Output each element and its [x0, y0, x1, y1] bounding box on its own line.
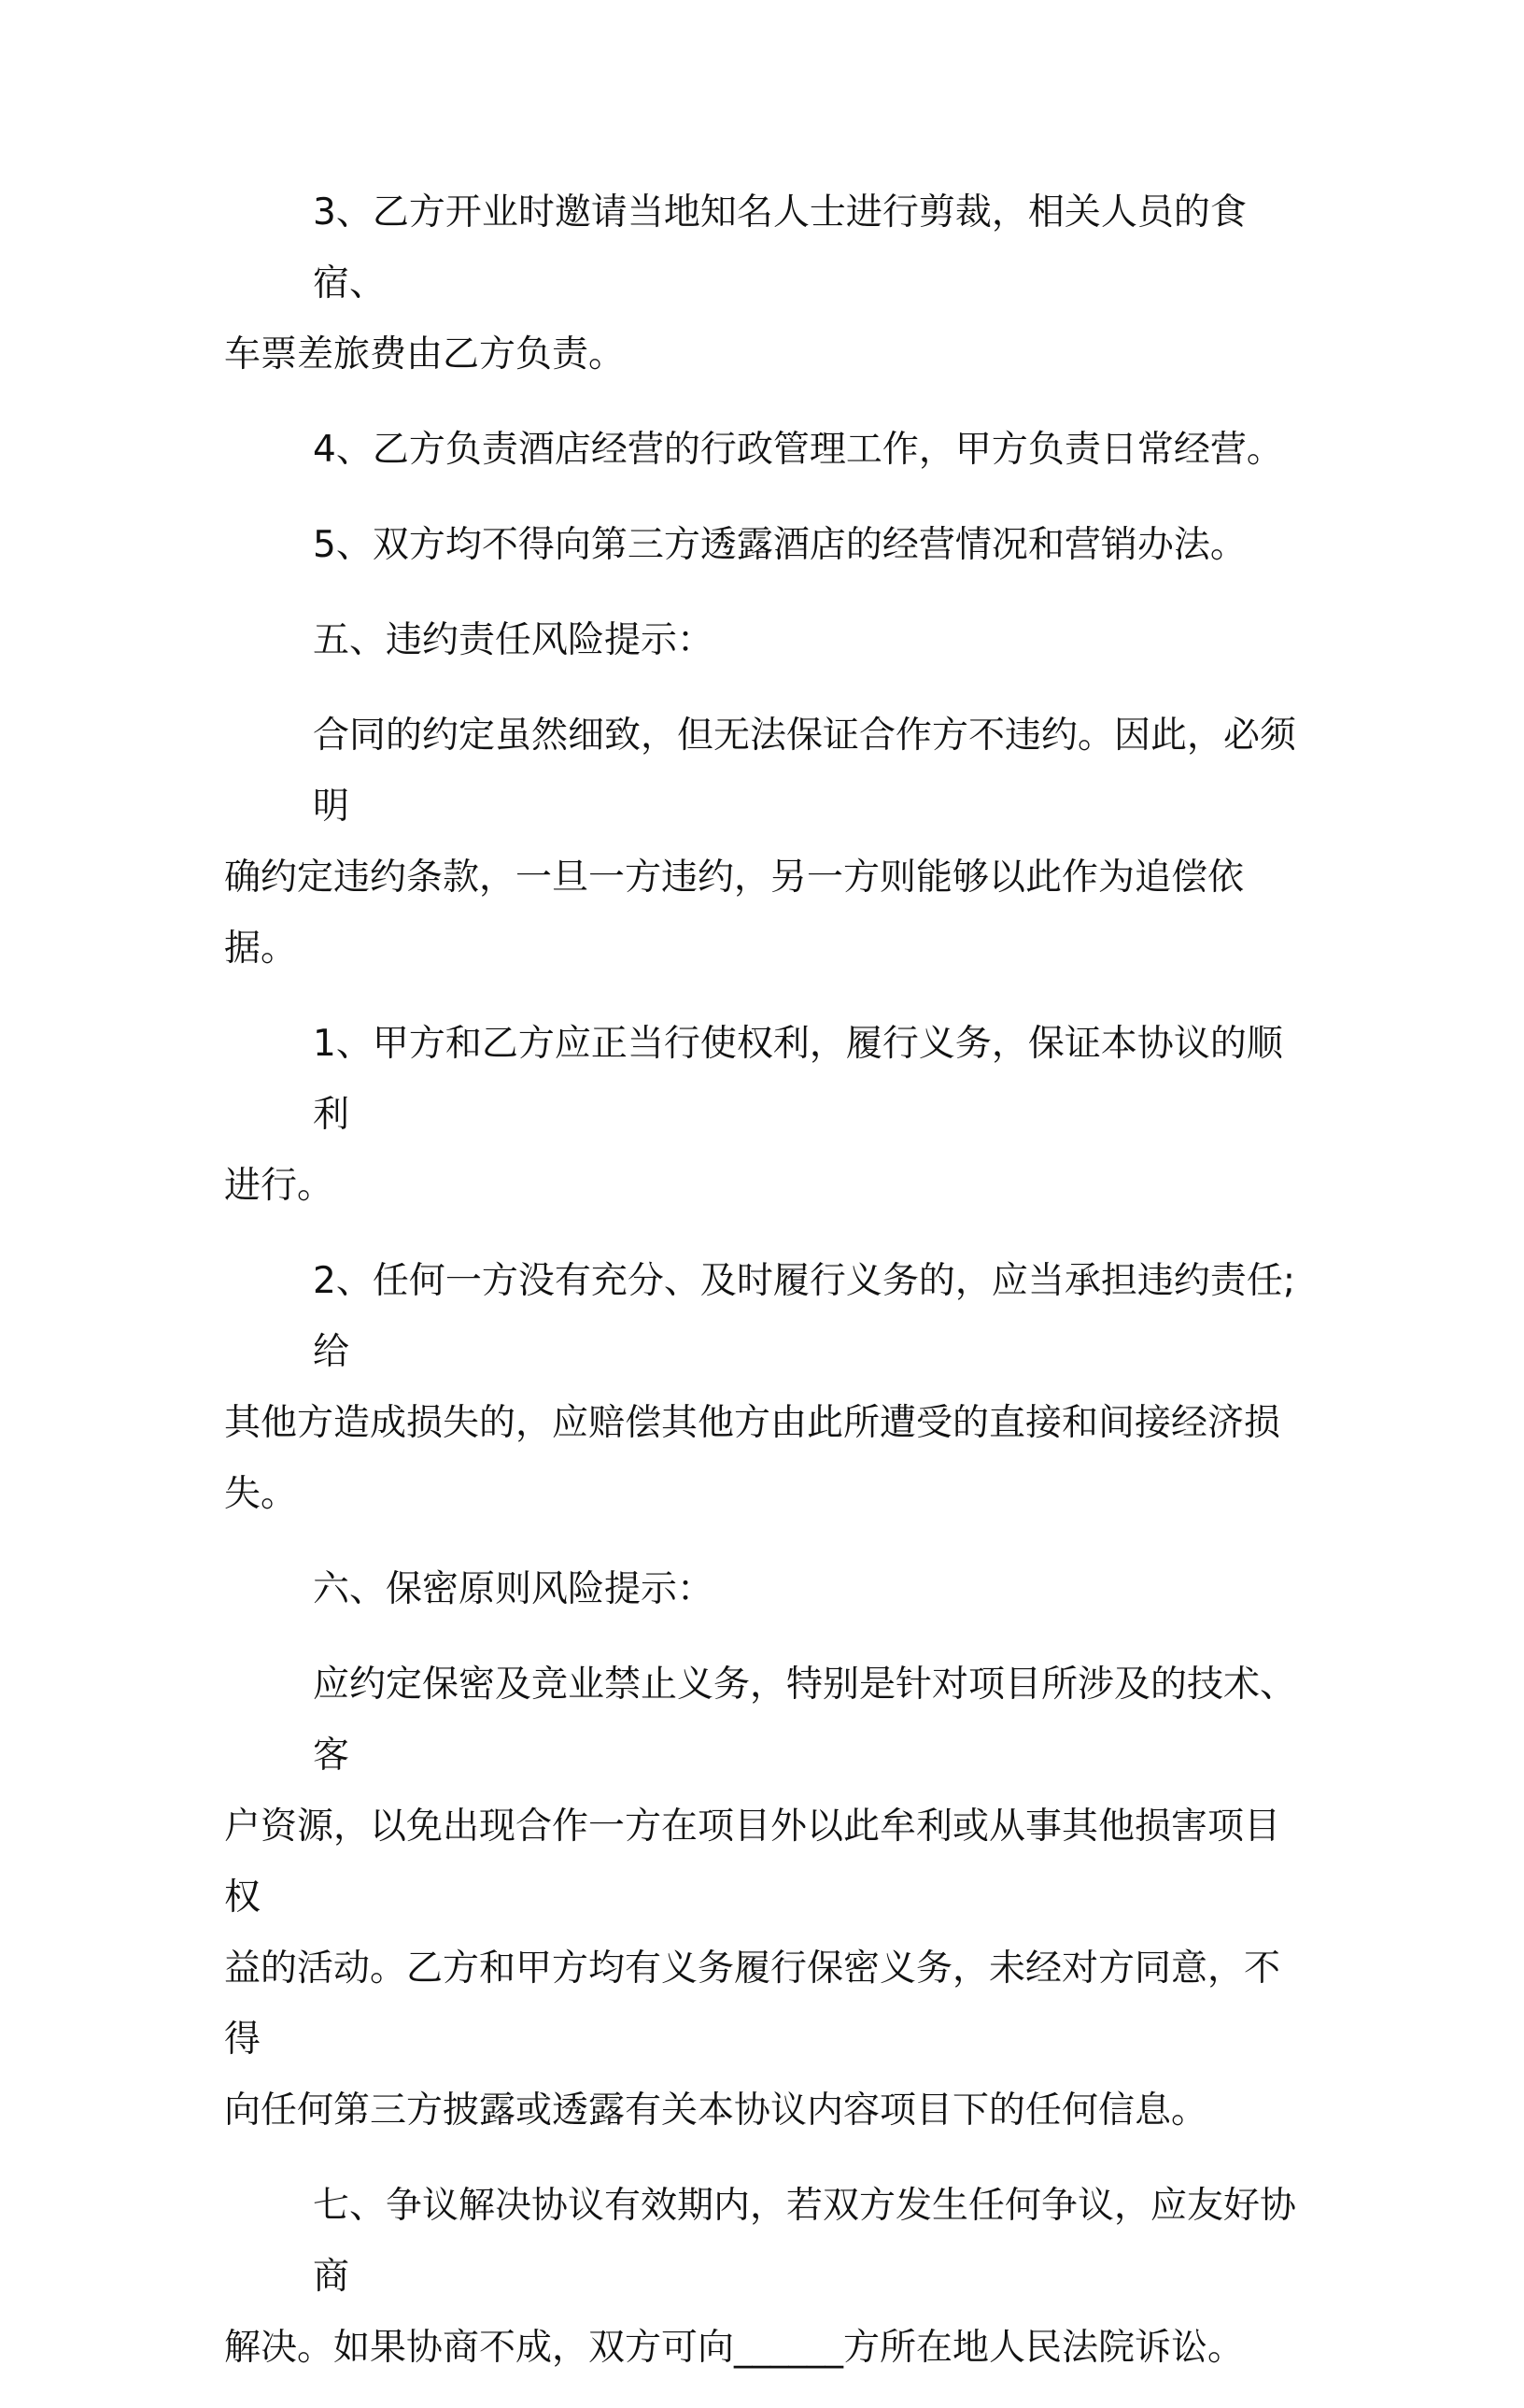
paragraph-line: 5、双方均不得向第三方透露酒店的经营情况和营销办法。	[313, 524, 1247, 566]
paragraph-line: 3、乙方开业时邀请当地知名人士进行剪裁，相关人员的食宿、	[313, 191, 1247, 305]
paragraph-item-5	[224, 510, 1298, 581]
paragraph-line: 2、任何一方没有充分、及时履行义务的，应当承担违约责任;给	[313, 1260, 1295, 1373]
section-heading-5	[224, 605, 1298, 676]
heading-line: 五、违约责任风险提示：	[313, 619, 714, 661]
section-heading-6	[224, 1554, 1298, 1625]
paragraph-line: 进行。	[224, 1165, 334, 1207]
paragraph-line: 户资源，以免出现合作一方在项目外以此牟利或从事其他损害项目权	[224, 1806, 1281, 1919]
paragraph-line: 应约定保密及竞业禁止义务，特别是针对项目所涉及的技术、客	[313, 1664, 1297, 1777]
paragraph-line: 益的活动。乙方和甲方均有义务履行保密义务，未经对方同意，不得	[224, 1948, 1281, 2061]
paragraph-item-3	[224, 177, 1298, 390]
paragraph-line: 确约定违约条款，一旦一方违约，另一方则能够以此作为追偿依据。	[224, 857, 1245, 970]
paragraph-breach-intro	[224, 701, 1298, 984]
paragraph-dispute	[224, 2171, 1298, 2384]
paragraph-line: 其他方造成损失的，应赔偿其他方由此所遭受的直接和间接经济损失。	[224, 1402, 1281, 1515]
paragraph-line: 向任何第三方披露或透露有关本协议内容项目下的任何信息。	[224, 2089, 1208, 2132]
paragraph-breach-1	[224, 1009, 1298, 1222]
paragraph-line: 解决。如果协商不成，双方可向______方所在地人民法院诉讼。	[224, 2327, 1245, 2369]
paragraph-breach-2	[224, 1246, 1298, 1530]
paragraph-line: 4、乙方负责酒店经营的行政管理工作，甲方负责日常经营。	[313, 429, 1283, 471]
paragraph-line: 车票差旅费由乙方负责。	[224, 333, 626, 375]
heading-line: 六、保密原则风险提示：	[313, 1568, 714, 1610]
paragraph-line: 七、争议解决协议有效期内，若双方发生任何争议，应友好协商	[313, 2185, 1297, 2298]
paragraph-item-4	[224, 415, 1298, 486]
paragraph-confidentiality	[224, 1650, 1298, 2146]
paragraph-line: 1、甲方和乙方应正当行使权利，履行义务，保证本协议的顺利	[313, 1023, 1283, 1136]
paragraph-line: 合同的约定虽然细致，但无法保证合作方不违约。因此，必须明	[313, 715, 1297, 828]
document-body	[224, 177, 1298, 2408]
